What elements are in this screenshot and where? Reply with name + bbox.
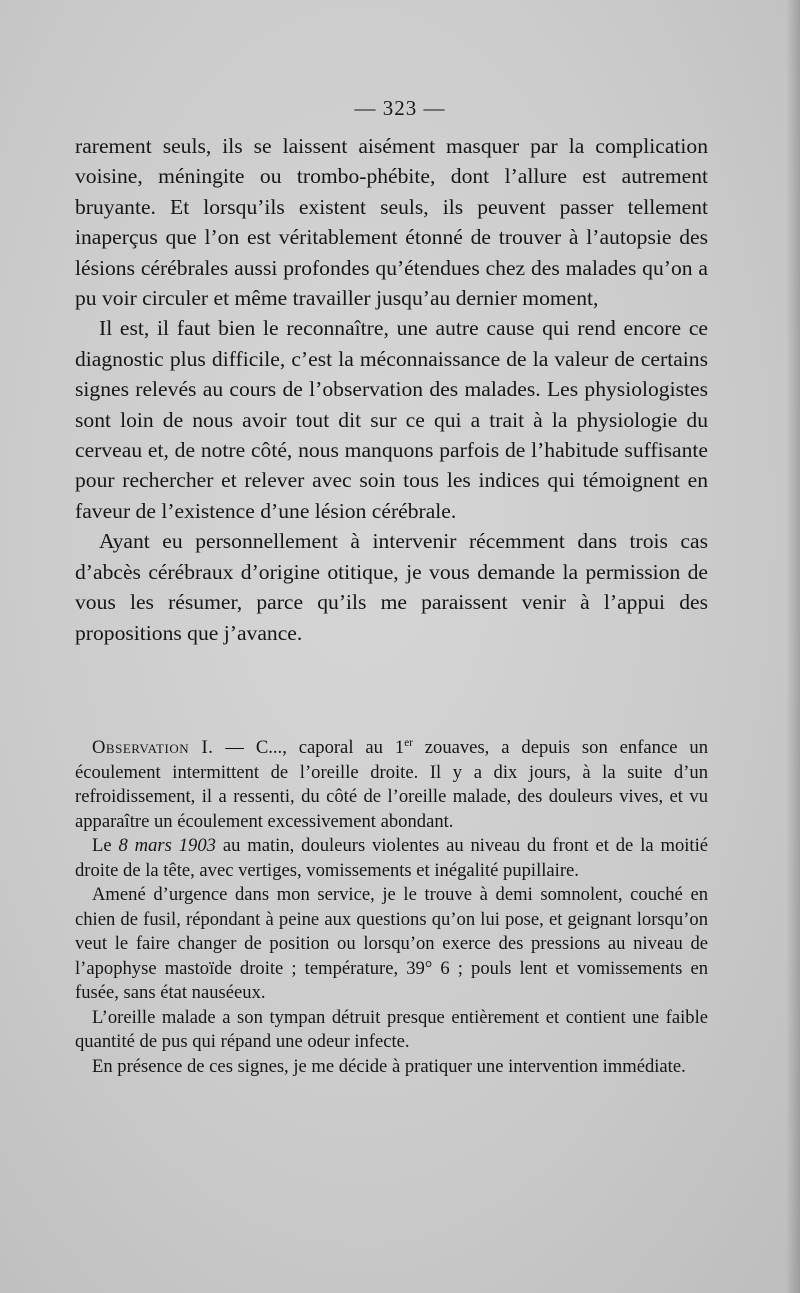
observation-p2-text-b: au matin, douleurs violentes au niveau du front et de la moitié droite de la tête, avec vertiges, vomissements et inégalité pupillaire. [75, 835, 708, 881]
paragraph-3: Ayant eu personnellement à intervenir récemment dans trois cas d’abcès cérébraux d’origine otitique, je vous demande la permission de vous les résumer, parce qu’ils me paraissent venir à l’appui des propositions que j’avance. [75, 529, 708, 645]
ordinal-superscript: er [404, 736, 413, 749]
paragraph-2: Il est, il faut bien le reconnaître, une autre cause qui rend encore ce diagnostic plus difficile, c’est la méconnaissance de la valeur de certains signes relevés au cours de l’observation des malades. Les physiologistes sont loin de nous avoir tout dit sur ce qui a trait à la physiologie du cerveau et, de notre côté, nous manquons parfois de l’habitude suffisante pour rechercher et relever avec soin tous les indices qui témoignent en faveur de l’existence d’une lésion cérébrale. [75, 316, 708, 523]
observation-p1-text-a: — C..., caporal au 1 [213, 737, 405, 758]
observation-paragraph-2 [75, 834, 708, 883]
main-text [75, 131, 708, 648]
observation-paragraph-5: En présence de ces signes, je me décide à pratiquer une intervention immédiate. [92, 1055, 686, 1077]
paragraph-1: rarement seuls, ils se laissent aisément masquer par la complication voisine, méningite ou trombo-phébite, dont l’allure est autrement bruyante. Et lorsqu’ils existent seuls, ils peuvent passer tellement inaperçus que l’on est véritablement étonné de trouver à l’autopsie des lésions cérébrales aussi profondes qu’étendues chez des malades qu’on a pu voir circuler et même travailler jusqu’au dernier moment, [75, 134, 708, 311]
observation-paragraph-4: L’oreille malade a son tympan détruit presque entièrement et contient une faible quantité de pus qui répand une odeur infecte. [75, 1006, 708, 1052]
observation-paragraph-3: Amené d’urgence dans mon service, je le trouve à demi somnolent, couché en chien de fusil, répondant à peine aux questions qu’on lui pose, et geignant lorsqu’on veut le faire changer de position ou lorsqu’on exerce des pressions au niveau de l’apophyse mastoïde droite ; température, 39° 6 ; pouls lent et vomissements en fusée, sans état nauséeux. [75, 884, 708, 1003]
observation-section [75, 736, 708, 1079]
page-number: — 323 — [354, 96, 446, 120]
observation-p2-text-a: Le [92, 835, 119, 856]
page-edge-shadow [786, 0, 800, 1293]
observation-heading: Observation I. [92, 737, 214, 758]
observation-p1-text-b: zouaves, a depuis son enfance un écoulement intermittent de l’oreille droite. Il y a dix jours, à la suite d’un refroidissement, il a ressenti, du côté de l’oreille malade, des douleurs vives, et vu apparaître un écoulement excessivement abondant. [75, 737, 708, 832]
observation-paragraph-1 [75, 736, 708, 834]
observation-date: 8 mars 1903 [118, 835, 216, 856]
